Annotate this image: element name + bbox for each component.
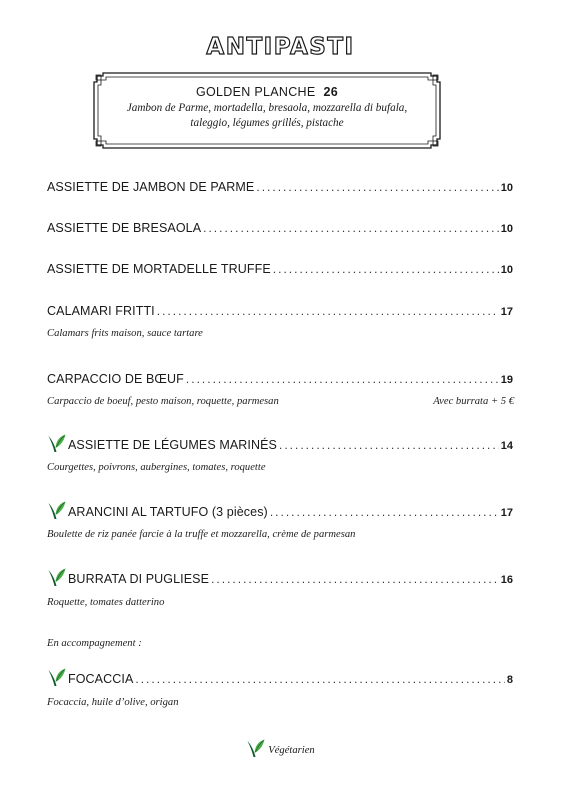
vegetarian-leaf-icon <box>47 500 67 520</box>
item-price: 19 <box>500 374 513 386</box>
item-name: ASSIETTE DE JAMBON DE PARME <box>47 180 255 194</box>
item-name: BURRATA DI PUGLIESE <box>68 572 210 586</box>
menu-item-calamari <box>47 300 513 318</box>
item-price: 17 <box>500 507 513 519</box>
item-name: ASSIETTE DE BRESAOLA <box>47 221 202 235</box>
featured-desc-line-1: Jambon de Parme, mortadella, bresaola, mozzarella di bufala, <box>126 102 408 114</box>
item-price: 17 <box>500 306 513 318</box>
menu-item-arancini <box>47 501 513 519</box>
dot-leader <box>256 180 498 194</box>
dot-leader <box>270 505 499 519</box>
featured-desc-line-2: taleggio, légumes grillés, pistache <box>190 117 344 129</box>
menu-item-legumes <box>47 434 513 452</box>
featured-price: 26 <box>323 85 339 99</box>
menu-item-jambon-parme <box>47 176 513 194</box>
item-name: ARANCINI AL TARTUFO (3 pièces) <box>68 505 268 519</box>
page-title: ANTIPASTI <box>206 34 355 60</box>
vegetarian-leaf-icon <box>47 433 67 453</box>
item-description: Focaccia, huile d’olive, origan <box>47 697 179 708</box>
item-name: ASSIETTE DE MORTADELLE TRUFFE <box>47 262 271 276</box>
vegetarian-leaf-icon <box>47 567 67 587</box>
featured-box <box>93 72 441 149</box>
featured-name: GOLDEN PLANCHE <box>195 85 316 99</box>
item-extra: Avec burrata + 5 € <box>433 396 514 407</box>
menu-item-focaccia <box>47 668 513 686</box>
accompaniment-label: En accompagnement : <box>47 638 142 649</box>
item-price: 16 <box>500 574 513 586</box>
item-description: Roquette, tomates datterino <box>47 597 165 608</box>
dot-leader <box>157 304 499 318</box>
legend <box>0 738 561 758</box>
dot-leader <box>186 372 499 386</box>
vegetarian-leaf-icon <box>246 738 266 758</box>
vegetarian-leaf-icon <box>47 667 67 687</box>
dot-leader <box>211 572 499 586</box>
item-description: Boulette de riz panée farcie à la truffe et mozzarella, crème de parmesan <box>47 529 356 540</box>
item-name: FOCACCIA <box>68 672 134 686</box>
item-price: 14 <box>500 440 513 452</box>
item-description: Calamars frits maison, sauce tartare <box>47 328 203 339</box>
item-name: CALAMARI FRITTI <box>47 304 155 318</box>
dot-leader <box>135 672 504 686</box>
menu-item-burrata <box>47 568 513 586</box>
legend-label: Végétarien <box>268 745 315 756</box>
item-price: 8 <box>506 674 513 686</box>
item-price: 10 <box>500 264 513 276</box>
dot-leader <box>203 221 499 235</box>
item-description: Carpaccio de boeuf, pesto maison, roquette, parmesan <box>47 396 279 407</box>
item-price: 10 <box>500 223 513 235</box>
dot-leader <box>273 262 499 276</box>
menu-item-carpaccio <box>47 368 513 386</box>
item-description: Courgettes, poivrons, aubergines, tomates, roquette <box>47 462 266 473</box>
item-name: CARPACCIO DE BŒUF <box>47 372 184 386</box>
item-name: ASSIETTE DE LÉGUMES MARINÉS <box>68 438 277 452</box>
menu-item-mortadelle <box>47 258 513 276</box>
menu-item-bresaola <box>47 217 513 235</box>
dot-leader <box>279 438 499 452</box>
item-price: 10 <box>500 182 513 194</box>
